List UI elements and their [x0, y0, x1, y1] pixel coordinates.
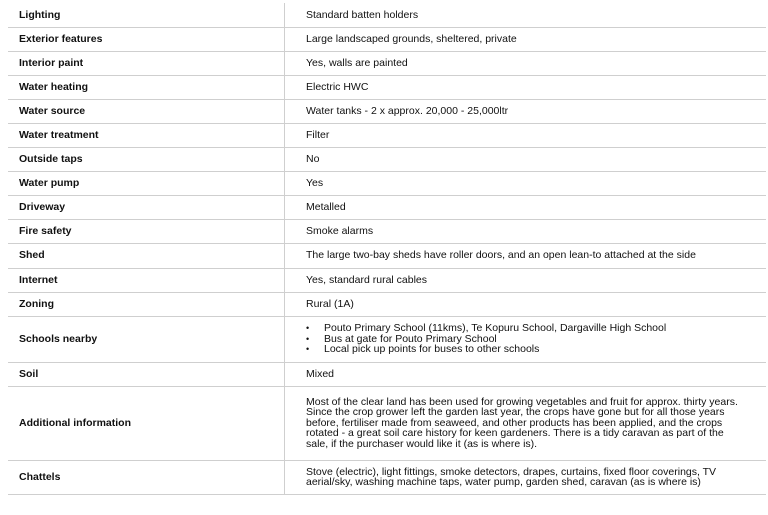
row-label: Water heating: [8, 75, 285, 99]
row-label: Chattels: [8, 460, 285, 494]
table-row: [8, 292, 766, 316]
row-value: Smoke alarms: [285, 219, 767, 243]
row-label: Water pump: [8, 171, 285, 195]
row-value: Yes, walls are painted: [285, 51, 767, 75]
table-row: [8, 386, 766, 460]
table-row: [8, 147, 766, 171]
row-label: Internet: [8, 268, 285, 292]
table-row: [8, 243, 766, 268]
row-value: No: [285, 147, 767, 171]
row-value: Yes: [285, 171, 767, 195]
row-value: The large two-bay sheds have roller doors, and an open lean-to attached at the side: [285, 243, 767, 268]
row-value: Standard batten holders: [285, 3, 767, 27]
row-value: Mixed: [285, 362, 767, 386]
table-row: [8, 362, 766, 386]
table-row: [8, 3, 766, 27]
row-label: Exterior features: [8, 27, 285, 51]
row-label: Schools nearby: [8, 316, 285, 362]
row-value: Water tanks - 2 x approx. 20,000 - 25,000ltr: [285, 99, 767, 123]
row-label: Soil: [8, 362, 285, 386]
table-row: [8, 195, 766, 219]
list-item: • Local pick up points for buses to other schools: [324, 344, 742, 355]
list-item: • Pouto Primary School (11kms), Te Kopuru School, Dargaville High School: [324, 323, 742, 334]
row-label: Interior paint: [8, 51, 285, 75]
property-details-table: [8, 3, 766, 495]
table-row: [8, 27, 766, 51]
row-label: Zoning: [8, 292, 285, 316]
table-row: [8, 99, 766, 123]
row-label: Water source: [8, 99, 285, 123]
row-value: Most of the clear land has been used for growing vegetables and fruit for approx. thirty years. Since the crop grower left the garden last year, the crops have gone but for all those years before, fertiliser made from seaweed, and other products has been applied, and the crops rotated - a great soil care history for keen gardeners. There is a tidy caravan as part of the sale, if the purchaser would like it (as is where is).: [285, 386, 767, 460]
row-label: Water treatment: [8, 123, 285, 147]
row-label: Driveway: [8, 195, 285, 219]
row-label: Shed: [8, 243, 285, 268]
row-label: Lighting: [8, 3, 285, 27]
row-value: Yes, standard rural cables: [285, 268, 767, 292]
table-row: [8, 123, 766, 147]
table-row: [8, 171, 766, 195]
row-value: [285, 316, 767, 362]
row-value: Large landscaped grounds, sheltered, private: [285, 27, 767, 51]
table-row: [8, 75, 766, 99]
row-value: Metalled: [285, 195, 767, 219]
schools-list: [306, 323, 742, 355]
row-value: Filter: [285, 123, 767, 147]
table-row: [8, 51, 766, 75]
row-value: Rural (1A): [285, 292, 767, 316]
list-item: • Bus at gate for Pouto Primary School: [324, 334, 742, 345]
row-label: Fire safety: [8, 219, 285, 243]
row-value: Electric HWC: [285, 75, 767, 99]
table-row: [8, 316, 766, 362]
table-row: [8, 460, 766, 494]
row-label: Additional information: [8, 386, 285, 460]
table-row: [8, 219, 766, 243]
row-value: Stove (electric), light fittings, smoke detectors, drapes, curtains, fixed floor coverings, TV aerial/sky, washing machine taps, water pump, garden shed, caravan (as is where is): [285, 460, 767, 494]
row-label: Outside taps: [8, 147, 285, 171]
table-row: [8, 268, 766, 292]
